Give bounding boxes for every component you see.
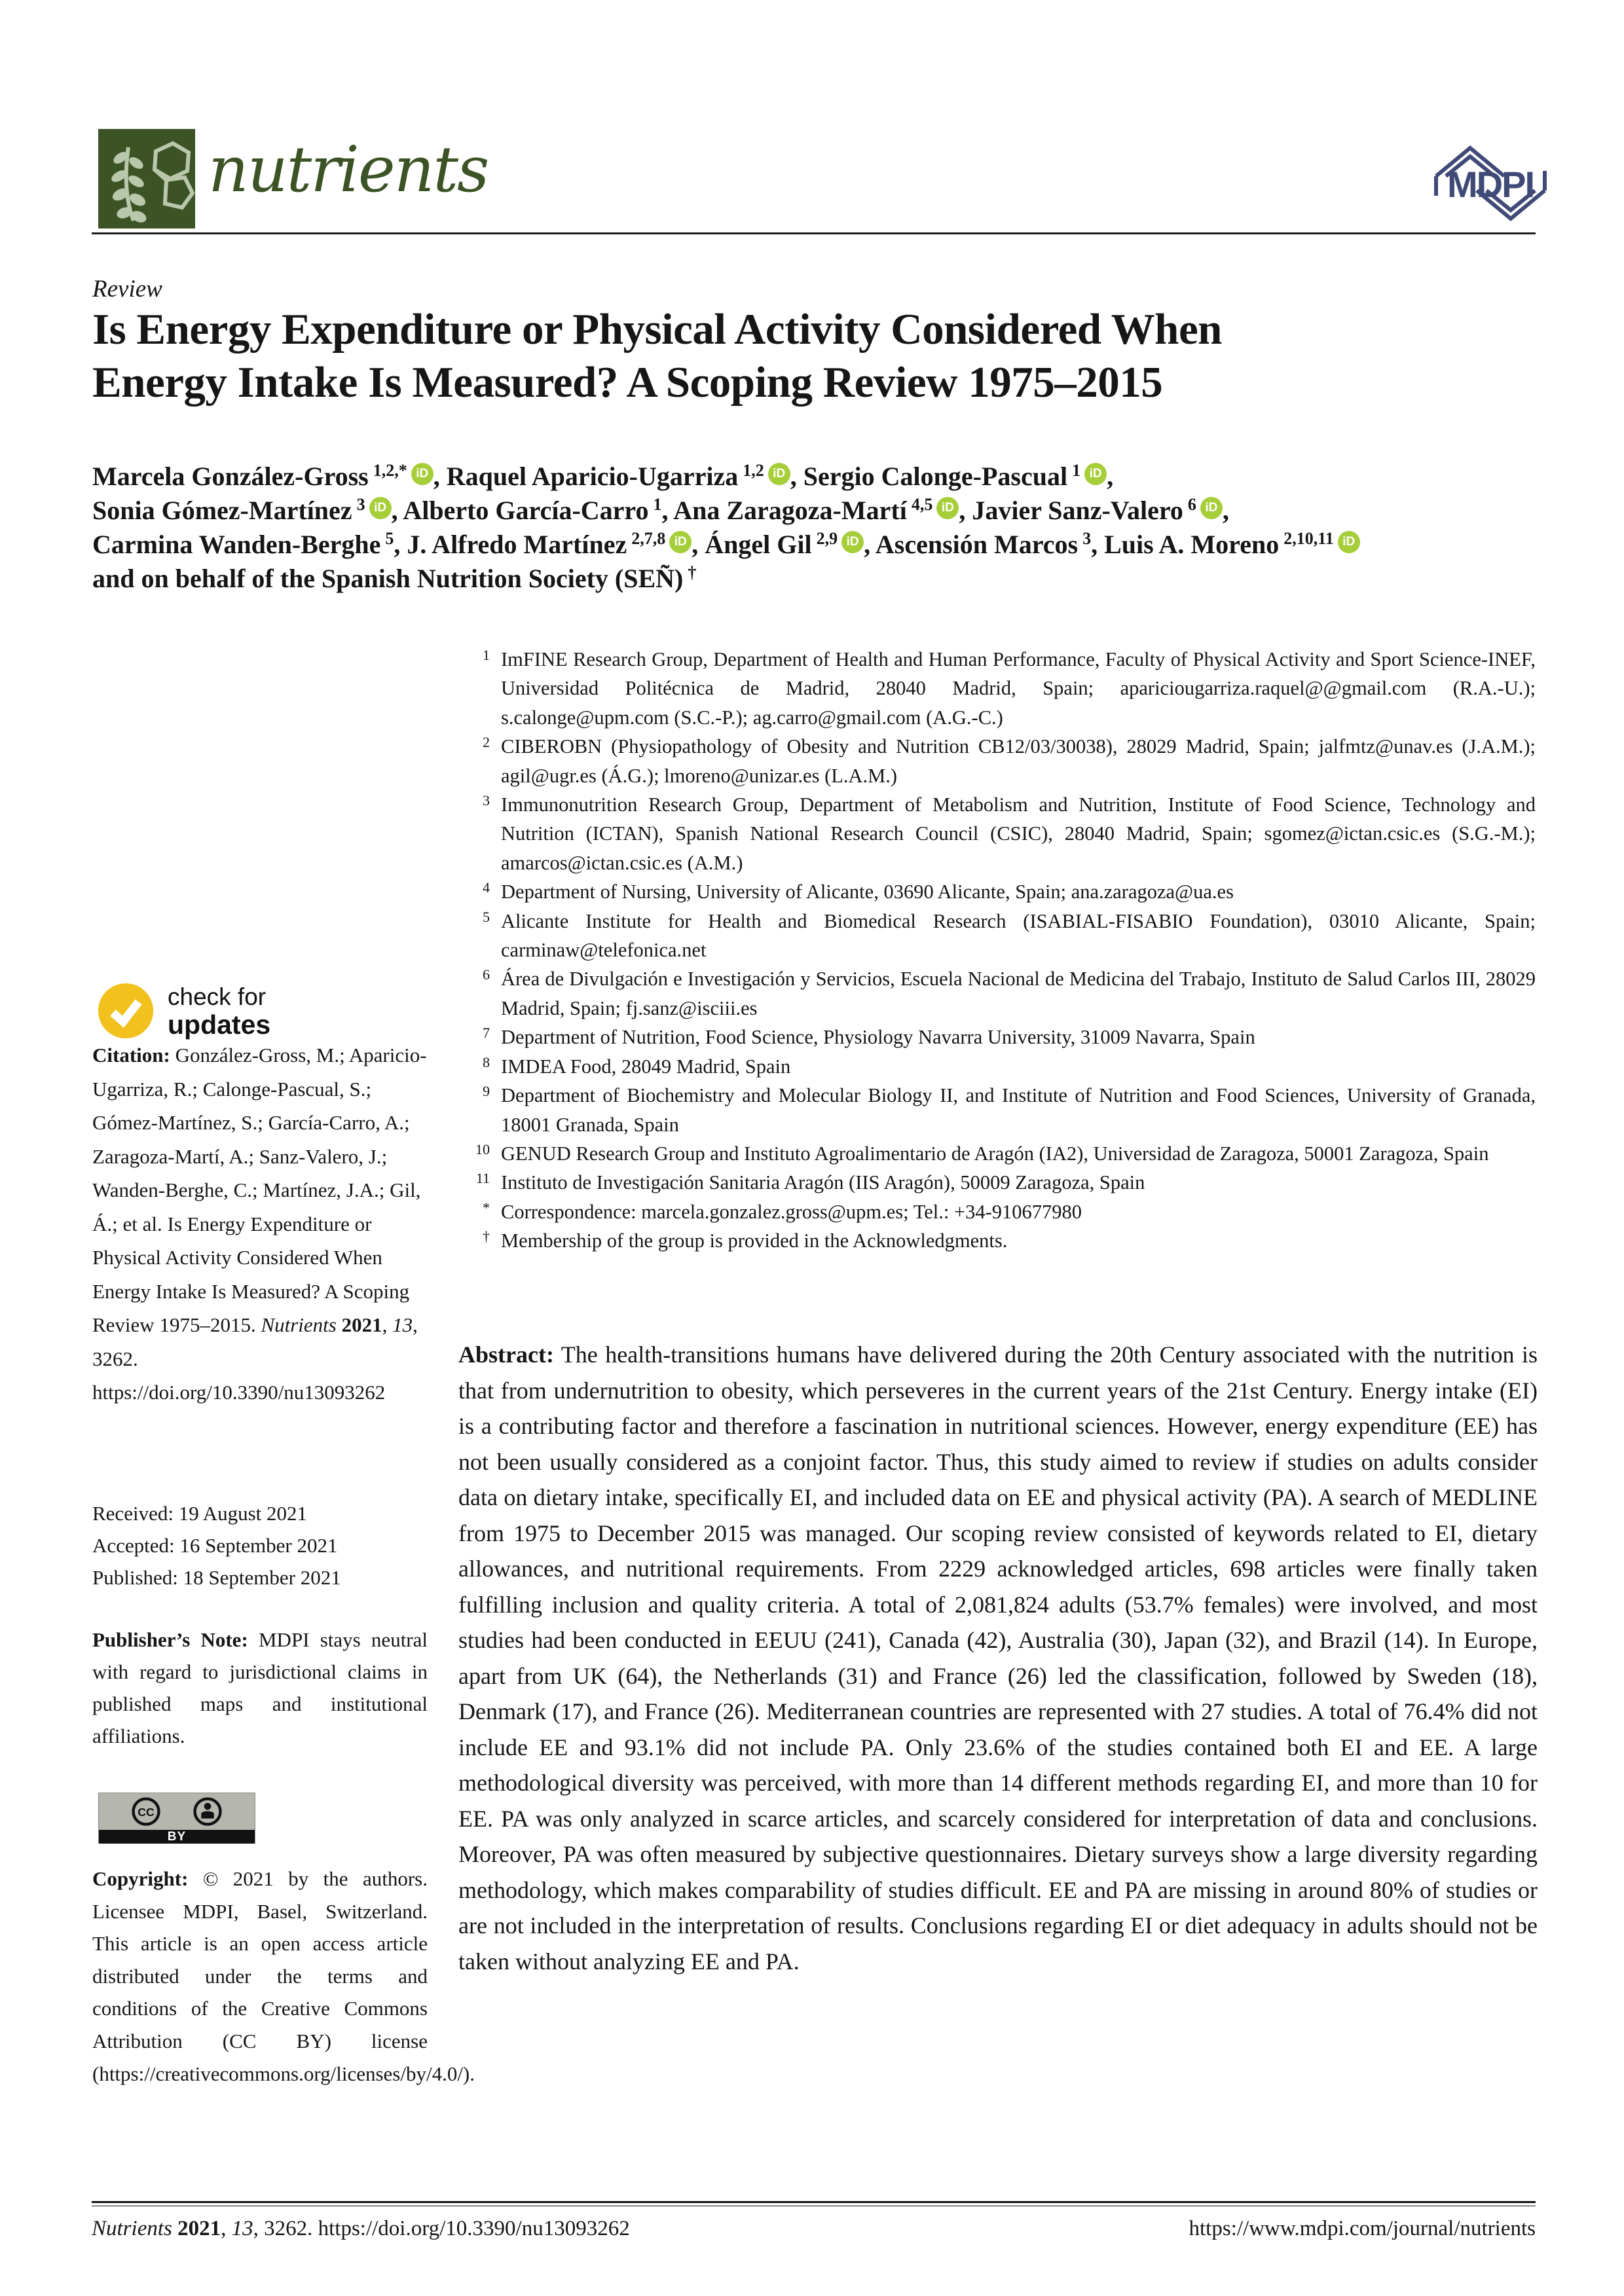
text-segment: , 3262. https://doi.org/10.3390/nu13093262 — [253, 2217, 630, 2240]
author-separator: , — [391, 496, 403, 525]
author-separator: , — [433, 462, 447, 491]
affiliation-number: 2 — [483, 734, 490, 751]
affiliation-row — [458, 907, 1536, 965]
author-separator: , — [692, 530, 705, 559]
affiliation-list — [458, 645, 1536, 1256]
affiliation-text: Immunonutrition Research Group, Department of Metabolism and Nutrition, Institute of Food Science, Technology and Nutrition (ICTAN), Spanish National Research Council (CSIC), 28040 Madrid, Spain; sgomez@ictan.csic.es (S.G.-M.); amarcos@ictan.csic.es (A.M.) — [501, 793, 1536, 874]
copyright-text: © 2021 by the authors. Licensee MDPI, Basel, Switzerland. This article is an open access article distributed under the terms and conditions of the Creative Commons Attribution (CC BY) license (https://creativecommons.org/licenses/by/4.0/). — [92, 1867, 475, 2085]
orcid-icon[interactable]: iD — [1338, 531, 1360, 553]
author-affiliation-sup: 2,7,8 — [631, 529, 666, 548]
check-for-updates-badge[interactable] — [97, 982, 270, 1040]
author-affiliation-sup: 1,2 — [743, 461, 764, 480]
author-line — [92, 528, 1360, 562]
person-icon — [193, 1796, 223, 1827]
cc-icon — [131, 1796, 161, 1827]
author-separator: , — [661, 496, 674, 525]
affiliation-text: IMDEA Food, 28049 Madrid, Spain — [501, 1055, 791, 1078]
orcid-icon[interactable]: iD — [369, 497, 392, 519]
text-segment: Nutrients — [261, 1313, 342, 1336]
affiliation-text: Instituto de Investigación Sanitaria Aragón (IIS Aragón), 50009 Zaragoza, Spain — [501, 1171, 1145, 1194]
author-separator: , — [1091, 530, 1105, 559]
affiliation-row — [458, 964, 1536, 1023]
cc-badge-icons — [99, 1793, 255, 1830]
text-segment: Nutrients — [92, 2217, 178, 2240]
article-title — [92, 303, 1536, 409]
affiliation-text: ImFINE Research Group, Department of Health and Human Performance, Faculty of Physical Activity and Sport Science-INEF, Universidad Politécnica de Madrid, 28040 Madrid, Spain; apariciougarriza.raquel@@gmail.com (R.A.-U.); s.calonge@upm.com (S.C.-P.); ag.carro@gmail.com (A.G.-C.) — [501, 648, 1536, 729]
affiliation-number: 5 — [483, 908, 490, 925]
author-name: J. Alfredo Martínez — [407, 530, 627, 559]
article-title-line1: Is Energy Expenditure or Physical Activity Considered When — [92, 305, 1222, 354]
affiliation-row — [458, 1226, 1536, 1255]
affiliation-row — [458, 1197, 1536, 1226]
author-affiliation-sup: 4,5 — [911, 495, 933, 514]
affiliation-text: Membership of the group is provided in the Acknowledgments. — [501, 1230, 1008, 1252]
affiliation-number: 3 — [483, 792, 490, 809]
published-date: Published: 18 September 2021 — [92, 1566, 341, 1589]
orcid-icon[interactable]: iD — [936, 497, 959, 519]
citation-block — [92, 1038, 428, 1410]
orcid-icon[interactable]: iD — [669, 531, 692, 553]
author-separator: , — [959, 496, 972, 525]
author-affiliation-sup: 5 — [385, 529, 394, 548]
text-segment: González-Gross, M.; Aparicio-Ugarriza, R.; Calonge-Pascual, S.; Gómez-Martínez, S.; García-Carro, A.; Zaragoza-Martí, A.; Sanz-Valero, J.; Wanden-Berghe, C.; Martínez, J.A.; Gil, Á.; et al. Is Energy Expenditure or Physical Activity Considered When Energy Intake Is Measured? A Scoping Review 1975–2015. — [92, 1044, 427, 1336]
cc-by-label: BY — [99, 1830, 255, 1844]
copyright-label: Copyright: — [92, 1867, 189, 1890]
text-segment: 2021 — [177, 2217, 221, 2240]
affiliation-number: 11 — [475, 1170, 490, 1187]
affiliation-row — [458, 732, 1536, 790]
abstract-label: Abstract: — [458, 1341, 554, 1368]
author-name: Sergio Calonge-Pascual — [803, 462, 1068, 491]
header-rule — [92, 232, 1536, 234]
affiliation-number: * — [483, 1199, 490, 1216]
publisher-note — [92, 1624, 428, 1752]
author-name: Luis A. Moreno — [1104, 530, 1280, 559]
footer-rule — [92, 2201, 1536, 2206]
author-line — [92, 460, 1360, 494]
affiliation-text: Department of Biochemistry and Molecular Biology II, and Institute of Nutrition and Food Sciences, University of Granada, 18001 Granada, Spain — [501, 1084, 1536, 1136]
author-name: Ascensión Marcos — [875, 530, 1079, 559]
affiliation-text: Correspondence: marcela.gonzalez.gross@upm.es; Tel.: +34-910677980 — [501, 1200, 1082, 1223]
author-name: Ana Zaragoza-Martí — [673, 496, 907, 525]
footer — [92, 2217, 1536, 2241]
affiliation-row — [458, 1023, 1536, 1051]
affiliation-text: CIBEROBN (Physiopathology of Obesity and Nutrition CB12/03/30038), 28029 Madrid, Spain; jalfmtz@unav.es (J.A.M.); agil@ugr.es (Á.G.); lmoreno@unizar.es (L.A.M.) — [501, 735, 1536, 787]
author-separator: , — [394, 530, 407, 559]
author-affiliation-sup: 6 — [1187, 495, 1196, 514]
author-affiliation-sup: 1 — [653, 495, 662, 514]
affiliation-number: 9 — [483, 1083, 490, 1100]
affiliation-number: † — [483, 1228, 490, 1245]
text-segment: , — [382, 1313, 393, 1336]
cc-by-license-badge[interactable] — [98, 1793, 255, 1844]
affiliation-number: 6 — [483, 966, 490, 983]
article-type-label: Review — [92, 276, 162, 302]
cc-icon-text: CC — [137, 1806, 155, 1819]
affiliation-row — [458, 1052, 1536, 1081]
affiliation-text: GENUD Research Group and Instituto Agroalimentario de Aragón (IA2), Universidad de Zaragoza, 50001 Zaragoza, Spain — [501, 1142, 1489, 1165]
affiliation-number: 7 — [483, 1025, 490, 1042]
footer-citation — [92, 2217, 630, 2241]
orcid-icon[interactable]: iD — [768, 463, 790, 485]
affiliation-row — [458, 877, 1536, 906]
footer-journal-url: https://www.mdpi.com/journal/nutrients — [1189, 2217, 1536, 2240]
author-name: and on behalf of the Spanish Nutrition Society (SEÑ) — [92, 564, 684, 593]
author-name: Javier Sanz-Valero — [972, 496, 1183, 525]
author-affiliation-sup: 3 — [1082, 529, 1092, 548]
author-affiliation-sup: 2,9 — [816, 529, 838, 548]
abstract-text: The health-transitions humans have delivered during the 20th Century associated with the nutrition is that from undernutrition to obesity, which perseveres in the current years of the 21st Century. Energy intake (EI) is a contributing factor and therefore a fascination in nutritional sciences. However, energy expenditure (EE) has not been usually considered as a conjoint factor. Thus, this study aimed to review if studies on adults consider data on dietary intake, specifically EI, and included data on EE and physical activity (PA). A search of MEDLINE from 1975 to December 2015 was managed. Our scoping review consisted of keywords related to EI, dietary allowances, and nutritional requirements. From 2229 acknowledged articles, 698 articles were finally taken fulfilling inclusion and quality criteria. A total of 2,081,824 adults (53.7% females) were involved, and most studies had been conducted in EEUU (241), Canada (42), Australia (30), Japan (32), and Brazil (14). In Europe, apart from UK (64), the Netherlands (31) and France (26) led the classification, followed by Sweden (18), Denmark (17), and France (26). Mediterranean countries are represented with 27 studies. A total of 76.4% did not include EE and 93.1% did not include PA. Only 23.6% of the studies contained both EI and EE. A large methodological diversity was perceived, with more than 14 different methods regarding EI, and more than 10 for EE. PA was only analyzed in scarce articles, and scarcely considered for interpretation of data and conclusions. Moreover, PA was often measured by subjective questionnaires. Dietary surveys show a large diversity regarding methodology, which makes comparability of studies difficult. EE and PA are missing in around 80% of studies or are not included in the interpretation of results. Conclusions regarding EI or diet adequacy in adults should not be taken without analyzing EE and PA. — [458, 1341, 1538, 1975]
author-affiliation-sup: † — [688, 563, 697, 582]
orcid-icon[interactable]: iD — [841, 531, 864, 553]
article-dates — [92, 1497, 341, 1594]
accepted-date: Accepted: 16 September 2021 — [92, 1534, 338, 1557]
journal-name: nutrients — [208, 133, 489, 206]
author-name: Raquel Aparicio-Ugarriza — [446, 462, 739, 491]
publisher-note-text: MDPI stays neutral with regard to jurisdictional claims in published maps and institutional affiliations. — [92, 1628, 428, 1747]
author-affiliation-sup: 1,2,* — [373, 461, 407, 480]
affiliation-row — [458, 1168, 1536, 1197]
mdpi-hexagon-icon — [1428, 139, 1553, 227]
affiliation-text: Department of Nutrition, Food Science, Physiology Navarra University, 31009 Navarra, Spain — [501, 1026, 1255, 1049]
text-segment: , — [221, 2217, 232, 2240]
affiliation-number: 10 — [475, 1140, 490, 1157]
author-affiliation-sup: 3 — [356, 495, 365, 514]
check-for-updates-text — [168, 983, 270, 1039]
author-line — [92, 494, 1360, 528]
affiliation-text: Department of Nursing, University of Alicante, 03690 Alicante, Spain; ana.zaragoza@ua.es — [501, 881, 1234, 903]
check-for-updates-line2: updates — [168, 1010, 271, 1040]
author-name: Marcela González-Gross — [92, 462, 369, 491]
author-name: Ángel Gil — [705, 530, 812, 559]
author-line — [92, 562, 1360, 596]
check-icon — [97, 982, 155, 1040]
affiliation-row — [458, 790, 1536, 877]
text-segment: 2021 — [341, 1313, 382, 1336]
affiliation-row — [458, 1139, 1536, 1168]
text-segment: , 3262. https://doi.org/10.3390/nu13093262 — [92, 1313, 418, 1404]
affiliation-text: Alicante Institute for Health and Biomedical Research (ISABIAL-FISABIO Foundation), 03010 Alicante, Spain; carminaw@telefonica.net — [501, 909, 1536, 962]
publisher-note-label: Publisher’s Note: — [92, 1628, 248, 1651]
abstract — [458, 1337, 1538, 1979]
affiliation-text: Área de Divulgación e Investigación y Servicios, Escuela Nacional de Medicina del Trabajo, Instituto de Salud Carlos III, 28029 Madrid, Spain; fj.sanz@isciii.es — [501, 968, 1536, 1019]
text-segment: 13 — [231, 2217, 253, 2240]
copyright-block — [92, 1863, 475, 2090]
author-affiliation-sup: 2,10,11 — [1283, 529, 1334, 548]
mdpi-logo — [1428, 139, 1553, 227]
nutrients-leaf-icon — [98, 129, 195, 228]
affiliation-number: 1 — [483, 647, 490, 663]
nutrients-logo — [98, 129, 195, 228]
orcid-icon[interactable]: iD — [411, 463, 434, 485]
author-affiliation-sup: 1 — [1072, 461, 1081, 480]
text-segment: 13 — [392, 1313, 413, 1336]
affiliation-number: 8 — [483, 1053, 490, 1070]
text-segment: Citation: — [92, 1044, 175, 1066]
author-name: Sonia Gómez-Martínez — [92, 496, 352, 525]
author-name: Carmina Wanden-Berghe — [92, 530, 381, 559]
received-date: Received: 19 August 2021 — [92, 1502, 308, 1525]
mdpi-logo-text: MDPI — [1447, 164, 1534, 205]
affiliation-row — [458, 1081, 1536, 1139]
check-for-updates-line1: check for — [168, 983, 267, 1010]
author-separator: , — [1107, 462, 1114, 491]
affiliation-number: 4 — [483, 879, 490, 896]
author-list — [92, 460, 1360, 596]
author-separator: , — [790, 462, 803, 491]
author-name: Alberto García-Carro — [403, 496, 649, 525]
article-title-line2: Energy Intake Is Measured? A Scoping Review 1975–2015 — [92, 358, 1163, 407]
author-separator: , — [864, 530, 876, 559]
author-separator: , — [1222, 496, 1229, 525]
orcid-icon[interactable]: iD — [1200, 497, 1223, 519]
orcid-icon[interactable]: iD — [1084, 463, 1107, 485]
affiliation-row — [458, 645, 1536, 732]
